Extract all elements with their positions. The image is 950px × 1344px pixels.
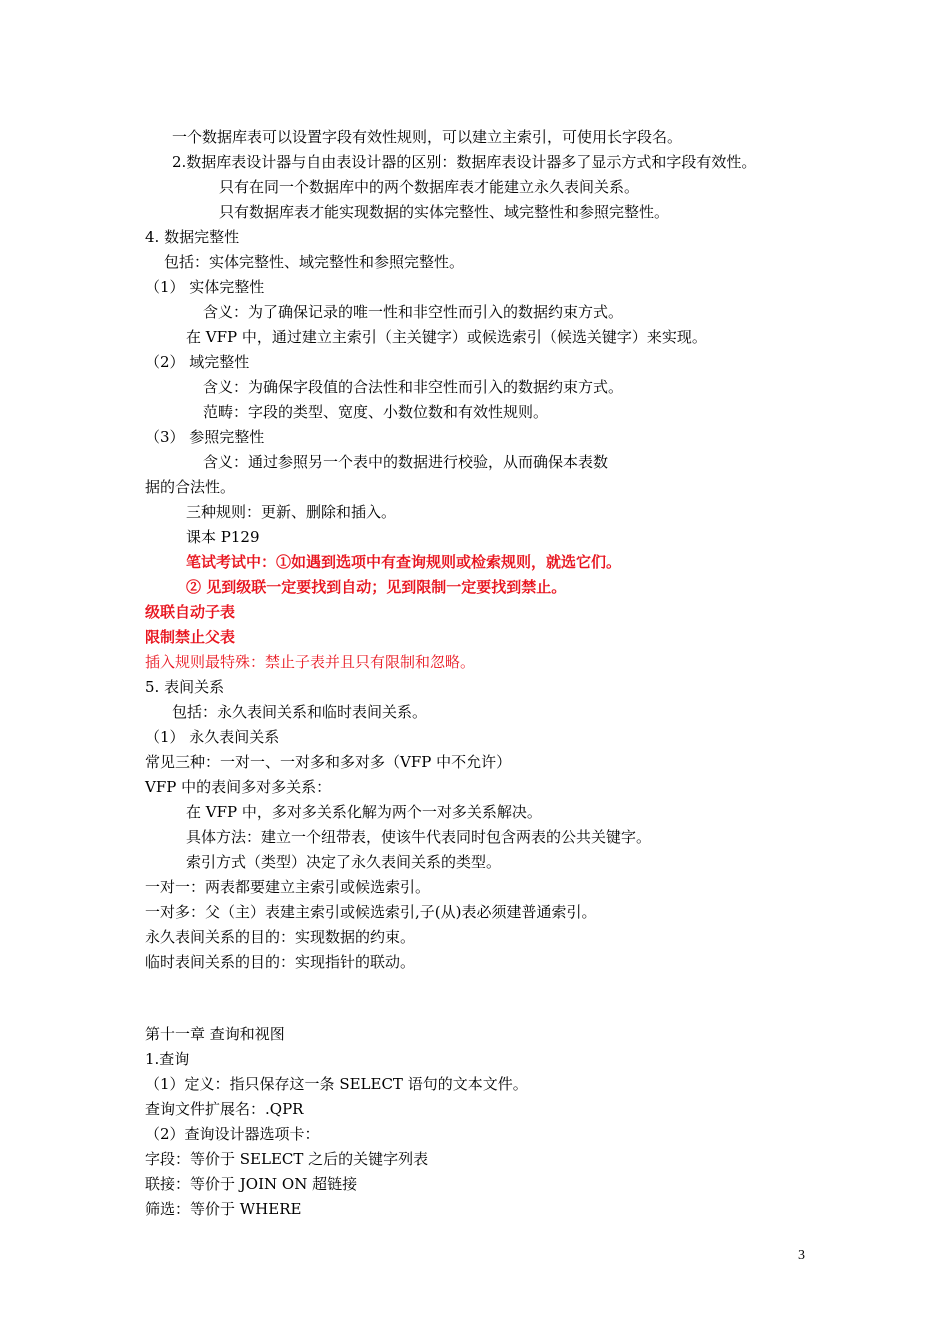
exam-tip-line: ② 见到级联一定要找到自动；见到限制一定要找到禁止。 xyxy=(186,578,567,596)
text-line: 查询文件扩展名：.QPR xyxy=(145,1100,304,1118)
chapter-heading: 第十一章 查询和视图 xyxy=(145,1025,285,1043)
page-number: 3 xyxy=(798,1248,805,1263)
text-line: 一对多：父（主）表建主索引或候选索引,子(从)表必须建普通索引。 xyxy=(145,903,597,921)
subsection-heading: （2） 域完整性 xyxy=(145,353,250,371)
text-line: 只有数据库表才能实现数据的实体完整性、域完整性和参照完整性。 xyxy=(219,203,670,221)
text-line: 包括：实体完整性、域完整性和参照完整性。 xyxy=(164,253,465,271)
text-line: 在 VFP 中，通过建立主索引（主关键字）或候选索引（候选关键字）来实现。 xyxy=(186,328,707,346)
text-line: 含义：为确保字段值的合法性和非空性而引入的数据约束方式。 xyxy=(203,378,624,396)
text-line: 包括：永久表间关系和临时表间关系。 xyxy=(172,703,428,721)
section-heading: 4. 数据完整性 xyxy=(145,228,240,246)
text-line: 索引方式（类型）决定了永久表间关系的类型。 xyxy=(186,853,502,871)
subsection-heading: （1） 实体完整性 xyxy=(145,278,265,296)
text-line: 范畴：字段的类型、宽度、小数位数和有效性规则。 xyxy=(203,403,549,421)
text-line: 永久表间关系的目的：实现数据的约束。 xyxy=(145,928,416,946)
highlight-line: 限制禁止父表 xyxy=(145,628,236,646)
text-line: 课本 P129 xyxy=(186,528,260,546)
text-line: 常见三种：一对一、一对多和多对多（VFP 中不允许） xyxy=(145,753,512,771)
text-line: （2）查询设计器选项卡： xyxy=(145,1125,320,1143)
section-heading: 5. 表间关系 xyxy=(145,678,225,696)
text-line: 三种规则：更新、删除和插入。 xyxy=(186,503,397,521)
text-line: 含义：为了确保记录的唯一性和非空性而引入的数据约束方式。 xyxy=(203,303,624,321)
highlight-line: 插入规则最特殊：禁止子表并且只有限制和忽略。 xyxy=(145,653,476,671)
text-line: VFP 中的表间多对多关系： xyxy=(145,778,332,796)
exam-tip-line: 笔试考试中：①如遇到选项中有查询规则或检索规则，就选它们。 xyxy=(186,553,622,571)
section-heading: 1.查询 xyxy=(145,1050,190,1068)
text-line: 2.数据库表设计器与自由表设计器的区别：数据库表设计器多了显示方式和字段有效性。 xyxy=(172,153,757,171)
text-line: 联接：等价于 JOIN ON 超链接 xyxy=(145,1175,358,1193)
text-line: 临时表间关系的目的：实现指针的联动。 xyxy=(145,953,416,971)
text-line: 具体方法：建立一个纽带表，使该牛代表同时包含两表的公共关键字。 xyxy=(186,828,652,846)
highlight-line: 级联自动子表 xyxy=(145,603,236,621)
text-line: 在 VFP 中，多对多关系化解为两个一对多关系解决。 xyxy=(186,803,542,821)
text-line: 含义：通过参照另一个表中的数据进行校验，从而确保本表数 xyxy=(203,453,609,471)
subsection-heading: （3） 参照完整性 xyxy=(145,428,265,446)
text-line: 字段：等价于 SELECT 之后的关键字列表 xyxy=(145,1150,429,1168)
text-line: （1）定义：指只保存这一条 SELECT 语句的文本文件。 xyxy=(145,1075,528,1093)
text-line: 一对一：两表都要建立主索引或候选索引。 xyxy=(145,878,431,896)
text-line: 一个数据库表可以设置字段有效性规则，可以建立主索引，可使用长字段名。 xyxy=(172,128,683,146)
subsection-heading: （1） 永久表间关系 xyxy=(145,728,280,746)
text-line: 据的合法性。 xyxy=(145,478,236,496)
text-line: 筛选：等价于 WHERE xyxy=(145,1200,302,1218)
text-line: 只有在同一个数据库中的两个数据库表才能建立永久表间关系。 xyxy=(219,178,640,196)
